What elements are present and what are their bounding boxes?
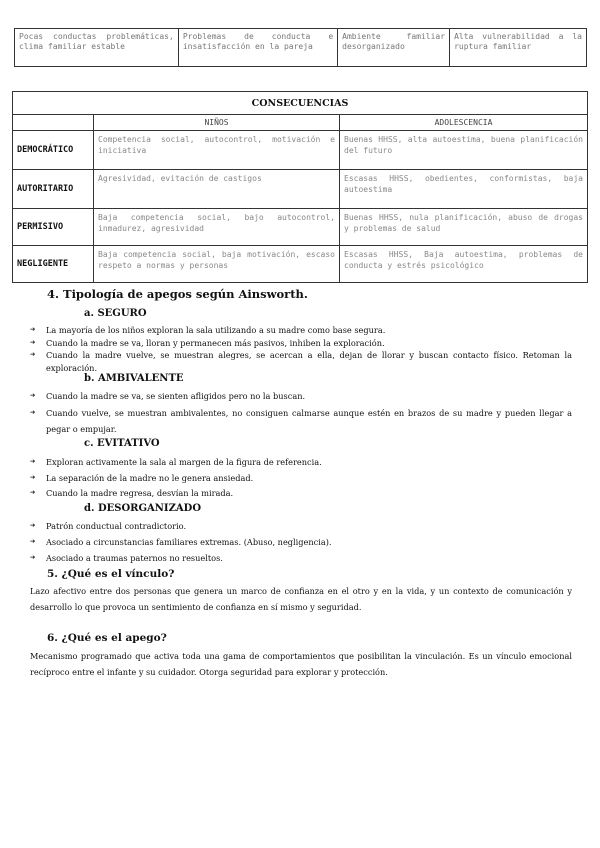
section-5-heading: 5. ¿Qué es el vínculo? xyxy=(47,568,175,580)
empty-header-cell xyxy=(13,115,94,131)
list-item: Patrón conductual contradictorio. xyxy=(46,521,187,531)
consequences-title: CONSECUENCIAS xyxy=(13,92,588,115)
top-cell-3: Ambiente familiar desorganizado xyxy=(338,29,450,67)
right-arrow-icon: ➔ xyxy=(30,350,36,360)
subheading-evitativo: c. EVITATIVO xyxy=(84,438,160,449)
section-6-heading: 6. ¿Qué es el apego? xyxy=(47,632,167,644)
list-item: Cuando la madre regresa, desvían la mirada. xyxy=(46,488,234,498)
right-arrow-icon: ➔ xyxy=(30,325,36,335)
right-arrow-icon: ➔ xyxy=(30,488,36,498)
apego-definition: Mecanismo programado que activa toda una gama de comportamientos que posibilitan la vinculación. Es un vínculo emocional recíproco entre el infante y su cuidador. Otorga seguridad para explorar y protección. xyxy=(30,651,572,677)
cell-negligente-ninos: Baja competencia social, baja motivación, escaso respeto a normas y personas xyxy=(94,246,340,283)
cell-democratico-adolescencia: Buenas HHSS, alta autoestima, buena planificación del futuro xyxy=(340,131,588,170)
right-arrow-icon: ➔ xyxy=(30,553,36,563)
row-label-democratico: DEMOCRÁTICO xyxy=(13,131,94,170)
list-item: La separación de la madre no le genera ansiedad. xyxy=(46,473,254,483)
family-style-outcomes-table xyxy=(14,28,587,67)
list-item: Asociado a traumas paternos no resueltos. xyxy=(46,553,223,563)
list-item: Cuando la madre se va, lloran y permanecen más pasivos, inhiben la exploración. xyxy=(46,338,385,348)
cell-democratico-ninos: Competencia social, autocontrol, motivación e iniciativa xyxy=(94,131,340,170)
row-label-negligente: NEGLIGENTE xyxy=(13,246,94,283)
cell-autoritario-ninos: Agresividad, evitación de castigos xyxy=(94,170,340,209)
section-4-heading: 4. Tipología de apegos según Ainsworth. xyxy=(47,287,308,301)
list-item: Cuando la madre vuelve, se muestran alegres, se acercan a ella, dejan de llorar y buscan contacto físico. Retoman la exploración. xyxy=(46,350,572,373)
subheading-seguro: a. SEGURO xyxy=(84,308,147,319)
right-arrow-icon: ➔ xyxy=(30,537,36,547)
row-label-permisivo: PERMISIVO xyxy=(13,209,94,246)
right-arrow-icon: ➔ xyxy=(30,473,36,483)
top-cell-1: Pocas conductas problemáticas, clima familiar estable xyxy=(15,29,179,67)
consequences-table xyxy=(12,91,588,283)
cell-negligente-adolescencia: Escasas HHSS, Baja autoestima, problemas de conducta y estrés psicológico xyxy=(340,246,588,283)
vinculo-definition: Lazo afectivo entre dos personas que genera un marco de confianza en el otro y en la vida, y un contexto de comunicación y desarrollo lo que provoca un sentimiento de confianza en sí mismo y seguridad. xyxy=(30,586,572,612)
right-arrow-icon: ➔ xyxy=(30,521,36,531)
subheading-ambivalente: b. AMBIVALENTE xyxy=(84,373,184,384)
row-label-autoritario: AUTORITARIO xyxy=(13,170,94,209)
right-arrow-icon: ➔ xyxy=(30,338,36,348)
col-header-adolescencia: ADOLESCENCIA xyxy=(340,115,588,131)
cell-autoritario-adolescencia: Escasas HHSS, obedientes, conformistas, baja autoestima xyxy=(340,170,588,209)
subheading-desorganizado: d. DESORGANIZADO xyxy=(84,503,202,514)
list-item: La mayoría de los niños exploran la sala utilizando a su madre como base segura. xyxy=(46,325,386,335)
list-item: Cuando la madre se va, se sienten afligidos pero no la buscan. xyxy=(46,391,306,401)
top-cell-2: Problemas de conducta e insatisfacción en la pareja xyxy=(178,29,337,67)
right-arrow-icon: ➔ xyxy=(30,391,36,401)
list-item: Cuando vuelve, se muestran ambivalentes, no consiguen calmarse aunque estén en brazos de su madre y pueden llegar a pegar o empujar. xyxy=(46,408,572,434)
cell-permisivo-adolescencia: Buenas HHSS, nula planificación, abuso de drogas y problemas de salud xyxy=(340,209,588,246)
cell-permisivo-ninos: Baja competencia social, bajo autocontrol, inmadurez, agresividad xyxy=(94,209,340,246)
col-header-ninos: NIÑOS xyxy=(94,115,340,131)
right-arrow-icon: ➔ xyxy=(30,408,36,418)
top-cell-4: Alta vulnerabilidad a la ruptura familiar xyxy=(450,29,587,67)
list-item: Asociado a circunstancias familiares extremas. (Abuso, negligencia). xyxy=(46,537,332,547)
right-arrow-icon: ➔ xyxy=(30,457,36,467)
list-item: Exploran activamente la sala al margen de la figura de referencia. xyxy=(46,457,322,467)
